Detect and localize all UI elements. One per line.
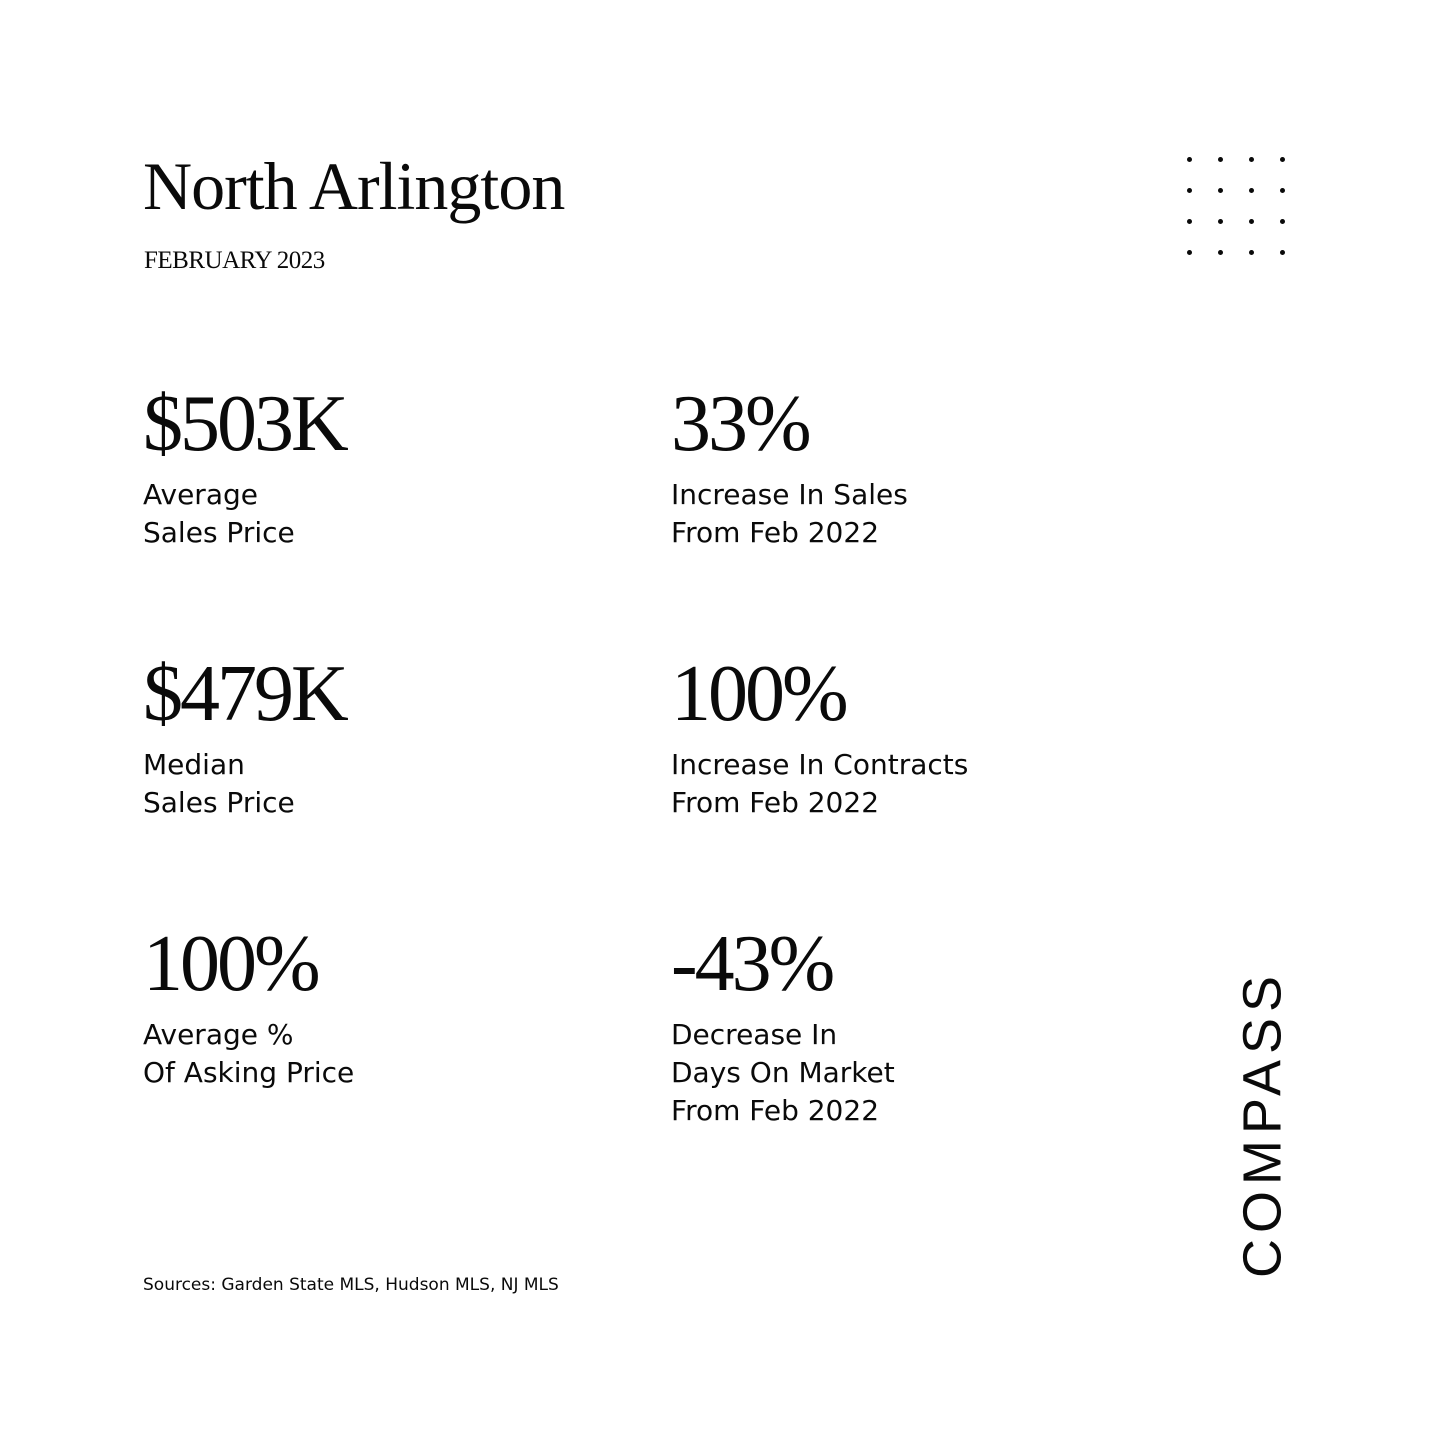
stat-label-line: Average bbox=[143, 478, 258, 511]
dot bbox=[1280, 188, 1285, 193]
stat-label-line: Decrease In bbox=[671, 1018, 838, 1051]
page-title: North Arlington bbox=[143, 148, 565, 224]
stat-label-line: From Feb 2022 bbox=[671, 516, 880, 549]
dot bbox=[1280, 157, 1285, 162]
dot bbox=[1280, 250, 1285, 255]
dot-grid-icon bbox=[1174, 144, 1298, 268]
dot bbox=[1249, 188, 1254, 193]
stat-median-sales-price bbox=[143, 652, 346, 822]
stat-label-line: Average % bbox=[143, 1018, 294, 1051]
dot bbox=[1187, 219, 1192, 224]
dot bbox=[1249, 157, 1254, 162]
report-date: FEBRUARY 2023 bbox=[144, 247, 325, 274]
stat-percent-of-asking bbox=[143, 922, 354, 1092]
stat-label-line: From Feb 2022 bbox=[671, 1094, 880, 1127]
stat-label bbox=[671, 476, 908, 552]
stat-sales-increase bbox=[671, 382, 908, 552]
stat-label-line: Of Asking Price bbox=[143, 1056, 355, 1089]
stat-label-line: Sales Price bbox=[143, 786, 295, 819]
dot bbox=[1187, 188, 1192, 193]
dot bbox=[1280, 219, 1285, 224]
dot bbox=[1218, 188, 1223, 193]
stat-label-line: Median bbox=[143, 748, 245, 781]
dot bbox=[1218, 219, 1223, 224]
stat-label bbox=[671, 1016, 895, 1130]
compass-logo bbox=[1232, 952, 1292, 1297]
stat-label-line: Increase In Contracts bbox=[671, 748, 969, 781]
stat-value: 100% bbox=[671, 650, 846, 738]
dot bbox=[1218, 250, 1223, 255]
stat-value: $479K bbox=[143, 650, 346, 738]
stat-label bbox=[143, 476, 346, 552]
dot bbox=[1187, 157, 1192, 162]
stat-label-line: Increase In Sales bbox=[671, 478, 908, 511]
stat-value: 33% bbox=[671, 380, 809, 468]
stat-label-line: From Feb 2022 bbox=[671, 786, 880, 819]
stat-label bbox=[143, 1016, 354, 1092]
dot bbox=[1187, 250, 1192, 255]
stat-label-line: Days On Market bbox=[671, 1056, 895, 1089]
stat-value: 100% bbox=[143, 920, 318, 1008]
stat-contracts-increase bbox=[671, 652, 968, 822]
sources-footnote: Sources: Garden State MLS, Hudson MLS, NJ MLS bbox=[143, 1275, 559, 1295]
dot bbox=[1249, 219, 1254, 224]
stat-label bbox=[671, 746, 968, 822]
stat-value: $503K bbox=[143, 380, 346, 468]
stat-days-on-market bbox=[671, 922, 895, 1130]
dot bbox=[1218, 157, 1223, 162]
stat-value: -43% bbox=[671, 920, 833, 1008]
stat-label bbox=[143, 746, 346, 822]
stat-label-line: Sales Price bbox=[143, 516, 295, 549]
stat-average-sales-price bbox=[143, 382, 346, 552]
dot bbox=[1249, 250, 1254, 255]
logo-text: COMPASS bbox=[1232, 969, 1292, 1279]
